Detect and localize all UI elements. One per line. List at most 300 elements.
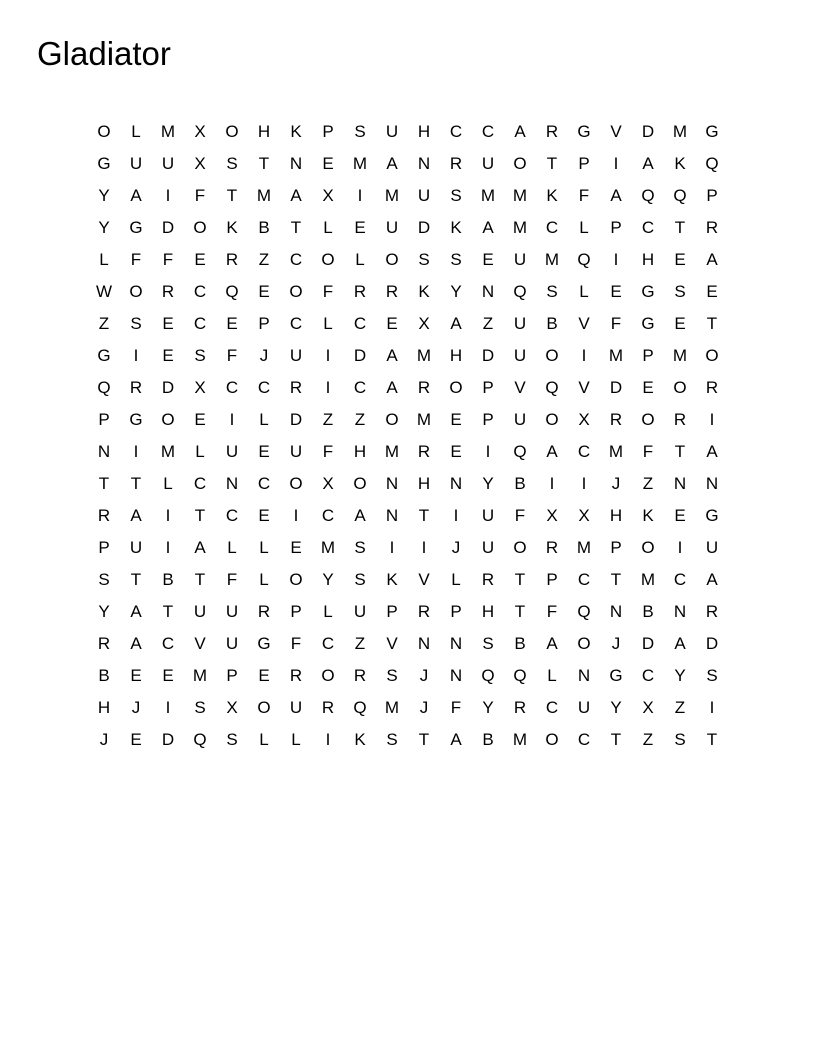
grid-letter: O [545, 345, 559, 365]
grid-letter: B [546, 313, 558, 333]
grid-letter: Q [577, 249, 591, 269]
grid-letter: A [386, 153, 398, 173]
grid-letter: J [131, 697, 141, 717]
grid-letter: N [225, 473, 239, 493]
grid-letter: C [289, 313, 303, 333]
grid-letter: R [97, 633, 111, 653]
grid-letter: K [546, 185, 558, 205]
grid-letter: D [641, 633, 655, 653]
grid-letter: R [225, 249, 239, 269]
grid-letter: O [577, 633, 591, 653]
grid-letter: M [192, 665, 208, 685]
grid-letter: I [389, 537, 395, 557]
grid-letter: T [610, 569, 622, 589]
grid-letter: U [513, 249, 527, 269]
grid-letter: H [97, 697, 111, 717]
grid-letter: R [353, 665, 367, 685]
grid-letter: M [160, 121, 176, 141]
grid-letter: G [97, 153, 111, 173]
grid-letter: M [512, 185, 528, 205]
grid-letter: N [673, 473, 687, 493]
grid-letter: M [672, 345, 688, 365]
grid-letter: H [609, 505, 623, 525]
grid-letter: Q [545, 377, 559, 397]
grid-letter: O [289, 473, 303, 493]
grid-letter: Q [481, 665, 495, 685]
grid-letter: I [165, 185, 171, 205]
grid-letter: N [481, 281, 495, 301]
grid-letter: V [194, 633, 206, 653]
grid-letter: X [418, 313, 430, 333]
grid-letter: M [384, 697, 400, 717]
grid-letter: Z [482, 313, 494, 333]
grid-letter: T [290, 217, 302, 237]
grid-letter: R [449, 153, 463, 173]
grid-letter: S [130, 313, 142, 333]
grid-letter: H [417, 473, 431, 493]
grid-letter: D [161, 217, 175, 237]
grid-letter: W [95, 281, 113, 301]
grid-letter: C [289, 249, 303, 269]
grid-letter: S [354, 121, 366, 141]
grid-letter: V [514, 377, 526, 397]
grid-letter: R [609, 409, 623, 429]
grid-letter: P [322, 121, 334, 141]
grid-letter: J [99, 729, 109, 749]
grid-letter: F [322, 281, 334, 301]
grid-letter: T [162, 601, 174, 621]
grid-letter: B [162, 569, 174, 589]
grid-letter: N [385, 473, 399, 493]
grid-letter: F [322, 441, 334, 461]
grid-letter: R [513, 697, 527, 717]
grid-letter: J [451, 537, 461, 557]
grid-letter: R [417, 377, 431, 397]
grid-letter: U [225, 441, 239, 461]
grid-letter: S [194, 345, 206, 365]
grid-letter: U [289, 697, 303, 717]
grid-letter: M [576, 537, 592, 557]
grid-letter: E [130, 729, 142, 749]
grid-letter: A [706, 249, 718, 269]
grid-letter: B [98, 665, 110, 685]
grid-letter: T [194, 569, 206, 589]
grid-letter: C [545, 217, 559, 237]
grid-letter: S [706, 665, 718, 685]
grid-letter: I [581, 473, 587, 493]
grid-letter: A [130, 505, 142, 525]
grid-letter: K [386, 569, 398, 589]
grid-letter: R [417, 601, 431, 621]
grid-letter: J [259, 345, 269, 365]
grid-letter: U [705, 537, 719, 557]
grid-letter: R [321, 697, 335, 717]
grid-letter: I [133, 345, 139, 365]
grid-letter: Y [98, 601, 110, 621]
grid-letter: U [513, 409, 527, 429]
grid-letter: L [99, 249, 109, 269]
grid-letter: M [544, 249, 560, 269]
grid-letter: U [225, 633, 239, 653]
grid-letter: C [545, 697, 559, 717]
grid-letter: X [642, 697, 654, 717]
grid-letter: C [353, 377, 367, 397]
grid-letter: Y [98, 217, 110, 237]
grid-letter: S [674, 729, 686, 749]
grid-letter: E [194, 409, 206, 429]
grid-letter: U [129, 537, 143, 557]
grid-letter: R [705, 601, 719, 621]
grid-letter: T [226, 185, 238, 205]
grid-letter: Y [322, 569, 334, 589]
grid-letter: G [129, 217, 143, 237]
grid-letter: E [354, 217, 366, 237]
grid-letter: R [353, 281, 367, 301]
grid-letter: L [579, 281, 589, 301]
grid-letter: F [290, 633, 302, 653]
grid-letter: N [673, 601, 687, 621]
grid-letter: K [642, 505, 654, 525]
grid-letter: P [98, 537, 110, 557]
grid-letter: I [293, 505, 299, 525]
grid-letter: Q [225, 281, 239, 301]
grid-letter: X [322, 473, 334, 493]
grid-letter: Q [353, 697, 367, 717]
grid-letter: F [546, 601, 558, 621]
grid-letter: T [194, 505, 206, 525]
grid-letter: E [386, 313, 398, 333]
grid-letter: F [226, 345, 238, 365]
grid-letter: A [706, 569, 718, 589]
grid-letter: E [258, 281, 270, 301]
grid-letter: Z [354, 409, 366, 429]
grid-letter: P [290, 601, 302, 621]
grid-letter: Z [642, 473, 654, 493]
grid-letter: U [353, 601, 367, 621]
grid-letter: G [257, 633, 271, 653]
grid-letter: N [609, 601, 623, 621]
grid-letter: R [417, 441, 431, 461]
grid-letter: R [385, 281, 399, 301]
grid-letter: B [514, 633, 526, 653]
grid-letter: E [322, 153, 334, 173]
grid-letter: A [354, 505, 366, 525]
grid-letter: T [674, 217, 686, 237]
grid-letter: A [290, 185, 302, 205]
grid-letter: J [611, 473, 621, 493]
grid-letter: E [450, 441, 462, 461]
word-search-grid [88, 115, 728, 755]
grid-letter: Z [98, 313, 110, 333]
grid-letter: S [226, 153, 238, 173]
grid-letter: F [450, 697, 462, 717]
grid-letter: U [161, 153, 175, 173]
grid-letter: M [512, 217, 528, 237]
grid-letter: U [481, 505, 495, 525]
grid-letter: I [165, 537, 171, 557]
grid-letter: E [706, 281, 718, 301]
grid-letter: A [642, 153, 654, 173]
grid-letter: U [481, 153, 495, 173]
grid-letter: G [577, 121, 591, 141]
grid-letter: Z [642, 729, 654, 749]
grid-letter: S [354, 537, 366, 557]
grid-letter: N [577, 665, 591, 685]
grid-letter: I [549, 473, 555, 493]
grid-letter: A [546, 441, 558, 461]
grid-letter: Q [641, 185, 655, 205]
grid-letter: L [227, 537, 237, 557]
grid-letter: U [289, 441, 303, 461]
grid-letter: L [355, 249, 365, 269]
grid-letter: A [546, 633, 558, 653]
grid-letter: C [577, 569, 591, 589]
grid-letter: P [642, 345, 654, 365]
grid-letter: E [642, 377, 654, 397]
grid-letter: Y [98, 185, 110, 205]
grid-letter: C [193, 313, 207, 333]
grid-letter: U [481, 537, 495, 557]
grid-letter: Q [577, 601, 591, 621]
grid-letter: U [513, 345, 527, 365]
grid-letter: F [226, 569, 238, 589]
grid-letter: O [545, 409, 559, 429]
grid-letter: N [705, 473, 719, 493]
grid-letter: T [674, 441, 686, 461]
grid-letter: O [641, 409, 655, 429]
grid-letter: L [163, 473, 173, 493]
grid-letter: I [709, 409, 715, 429]
grid-letter: Z [322, 409, 334, 429]
grid-letter: M [256, 185, 272, 205]
grid-letter: V [578, 377, 590, 397]
grid-letter: O [513, 153, 527, 173]
grid-letter: O [289, 569, 303, 589]
grid-letter: A [706, 441, 718, 461]
grid-letter: G [129, 409, 143, 429]
grid-letter: L [323, 217, 333, 237]
grid-letter: O [289, 281, 303, 301]
grid-letter: S [98, 569, 110, 589]
grid-letter: F [514, 505, 526, 525]
grid-letter: Q [513, 441, 527, 461]
grid-letter: P [546, 569, 558, 589]
page-title: Gladiator [37, 35, 171, 72]
grid-letter: M [416, 409, 432, 429]
grid-letter: Y [610, 697, 622, 717]
grid-letter: O [353, 473, 367, 493]
grid-letter: J [419, 665, 429, 685]
grid-letter: E [674, 505, 686, 525]
grid-letter: X [578, 409, 590, 429]
grid-letter: G [609, 665, 623, 685]
grid-letter: N [385, 505, 399, 525]
grid-letter: R [545, 537, 559, 557]
grid-letter: X [546, 505, 558, 525]
grid-letter: E [290, 537, 302, 557]
grid-letter: I [453, 505, 459, 525]
grid-letter: C [257, 377, 271, 397]
grid-letter: P [450, 601, 462, 621]
grid-letter: Y [450, 281, 462, 301]
grid-letter: C [577, 441, 591, 461]
grid-letter: T [418, 505, 430, 525]
grid-letter: Y [482, 473, 494, 493]
grid-letter: O [385, 409, 399, 429]
grid-letter: Y [674, 665, 686, 685]
grid-letter: G [641, 313, 655, 333]
grid-letter: X [226, 697, 238, 717]
grid-letter: D [609, 377, 623, 397]
grid-letter: E [162, 313, 174, 333]
grid-letter: B [482, 729, 494, 749]
grid-letter: N [417, 633, 431, 653]
grid-letter: U [385, 217, 399, 237]
grid-letter: I [613, 153, 619, 173]
grid-letter: A [194, 537, 206, 557]
grid-letter: E [226, 313, 238, 333]
grid-letter: S [482, 633, 494, 653]
grid-letter: U [289, 345, 303, 365]
grid-letter: K [226, 217, 238, 237]
grid-letter: D [353, 345, 367, 365]
grid-letter: D [289, 409, 303, 429]
grid-letter: Z [258, 249, 270, 269]
grid-letter: P [258, 313, 270, 333]
grid-letter: I [165, 697, 171, 717]
grid-letter: L [451, 569, 461, 589]
grid-letter: K [354, 729, 366, 749]
grid-letter: C [225, 377, 239, 397]
grid-letter: L [195, 441, 205, 461]
grid-letter: P [226, 665, 238, 685]
grid-letter: C [673, 569, 687, 589]
grid-letter: G [705, 505, 719, 525]
grid-letter: C [321, 505, 335, 525]
grid-letter: S [674, 281, 686, 301]
grid-letter: C [641, 665, 655, 685]
grid-letter: R [289, 377, 303, 397]
grid-letter: I [325, 729, 331, 749]
grid-letter: D [161, 377, 175, 397]
grid-letter: I [325, 377, 331, 397]
grid-letter: E [162, 665, 174, 685]
grid-letter: V [610, 121, 622, 141]
grid-letter: C [257, 473, 271, 493]
grid-letter: R [97, 505, 111, 525]
grid-letter: S [194, 697, 206, 717]
grid-letter: C [161, 633, 175, 653]
grid-letter: E [162, 345, 174, 365]
grid-letter: P [98, 409, 110, 429]
grid-letter: R [545, 121, 559, 141]
grid-letter: O [385, 249, 399, 269]
grid-letter: T [418, 729, 430, 749]
grid-letter: F [130, 249, 142, 269]
grid-letter: A [386, 377, 398, 397]
grid-letter: Q [193, 729, 207, 749]
grid-letter: N [417, 153, 431, 173]
grid-letter: R [705, 217, 719, 237]
grid-letter: U [129, 153, 143, 173]
grid-letter: X [578, 505, 590, 525]
grid-letter: T [130, 473, 142, 493]
grid-letter: S [386, 665, 398, 685]
grid-letter: M [384, 441, 400, 461]
grid-letter: A [674, 633, 686, 653]
grid-letter: K [418, 281, 430, 301]
grid-letter: I [709, 697, 715, 717]
grid-letter: M [160, 441, 176, 461]
grid-letter: I [677, 537, 683, 557]
grid-letter: Y [482, 697, 494, 717]
grid-letter: Z [354, 633, 366, 653]
grid-letter: Z [674, 697, 686, 717]
grid-letter: V [578, 313, 590, 333]
grid-letter: X [194, 377, 206, 397]
grid-letter: I [325, 345, 331, 365]
grid-letter: T [514, 601, 526, 621]
grid-letter: R [257, 601, 271, 621]
grid-letter: M [480, 185, 496, 205]
grid-letter: I [421, 537, 427, 557]
grid-letter: O [673, 377, 687, 397]
grid-letter: L [259, 409, 269, 429]
grid-letter: D [705, 633, 719, 653]
grid-letter: U [513, 313, 527, 333]
grid-letter: D [417, 217, 431, 237]
grid-letter: P [482, 409, 494, 429]
grid-letter: O [161, 409, 175, 429]
grid-letter: S [546, 281, 558, 301]
grid-letter: P [610, 217, 622, 237]
grid-letter: K [450, 217, 462, 237]
grid-letter: O [545, 729, 559, 749]
grid-letter: O [705, 345, 719, 365]
grid-letter: O [257, 697, 271, 717]
grid-letter: M [512, 729, 528, 749]
grid-letter: Q [673, 185, 687, 205]
grid-letter: M [640, 569, 656, 589]
grid-letter: N [97, 441, 111, 461]
grid-letter: E [610, 281, 622, 301]
grid-letter: F [610, 313, 622, 333]
grid-letter: T [546, 153, 558, 173]
grid-letter: S [418, 249, 430, 269]
grid-letter: J [611, 633, 621, 653]
grid-letter: L [547, 665, 557, 685]
grid-letter: N [449, 665, 463, 685]
grid-letter: S [450, 185, 462, 205]
grid-letter: T [706, 729, 718, 749]
grid-letter: C [353, 313, 367, 333]
grid-letter: I [357, 185, 363, 205]
grid-letter: T [98, 473, 110, 493]
grid-letter: O [97, 121, 111, 141]
grid-letter: E [674, 249, 686, 269]
grid-letter: P [610, 537, 622, 557]
grid-letter: E [450, 409, 462, 429]
grid-letter: U [385, 121, 399, 141]
grid-letter: I [133, 441, 139, 461]
grid-letter: Q [513, 281, 527, 301]
grid-letter: I [613, 249, 619, 269]
grid-letter: C [641, 217, 655, 237]
grid-letter: C [193, 473, 207, 493]
grid-letter: H [417, 121, 431, 141]
grid-letter: N [289, 153, 303, 173]
grid-letter: S [450, 249, 462, 269]
